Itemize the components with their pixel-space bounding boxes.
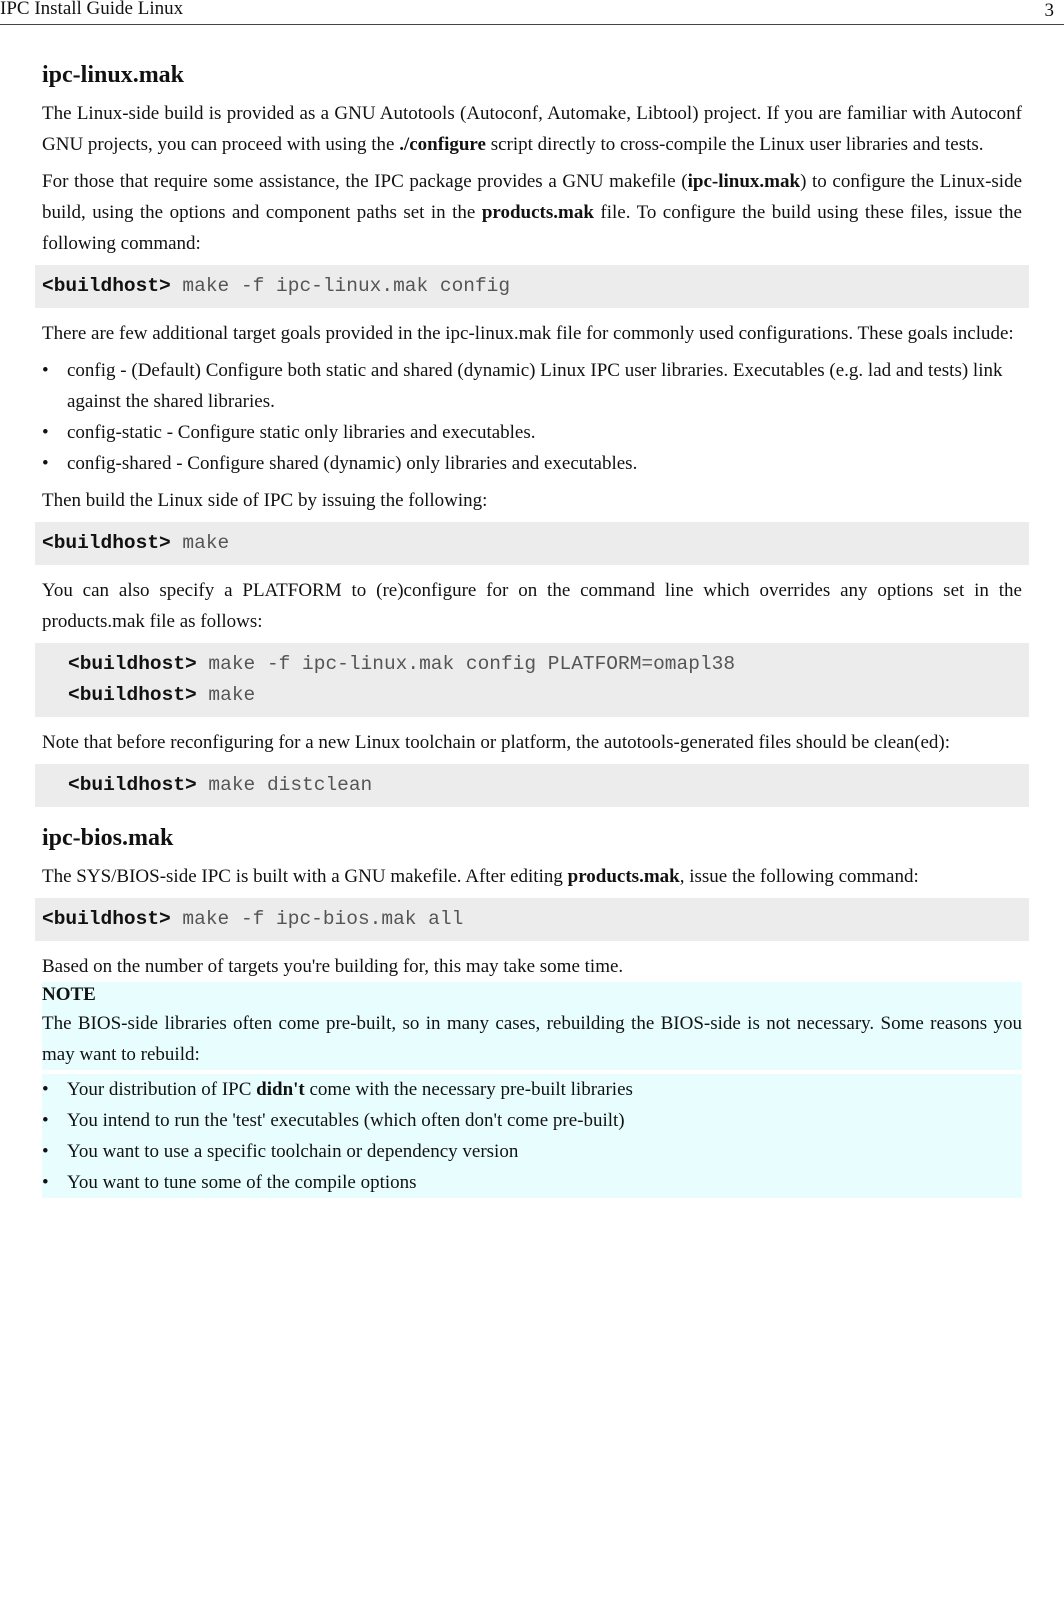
document-body xyxy=(42,58,1022,1204)
header-title: IPC Install Guide Linux xyxy=(0,0,184,19)
bold-ipc-linux-mak: ipc-linux.mak xyxy=(687,171,801,192)
code-command: make -f ipc-bios.mak all xyxy=(170,908,464,930)
list-item: • config-static - Configure static only libraries and executables. xyxy=(42,417,1022,448)
text-run: For those that require some assistance, the IPC package provides a GNU makefile ( xyxy=(42,171,688,192)
text-run: The Linux-side build is provided as a GNU Autotools (Autoconf, Automake, Libtool) project. If you are familiar with Autoconf GNU projects, you can proceed with using the xyxy=(42,103,1022,155)
note-text: The BIOS-side libraries often come pre-built, so in many cases, rebuilding the BIOS-side is not necessary. Some reasons you may want to rebuild: xyxy=(42,1013,1022,1065)
paragraph-goals-intro: There are few additional target goals provided in the ipc-linux.mak file for commonly used configurations. These goals include: xyxy=(42,323,1014,344)
code-command: make xyxy=(196,684,256,706)
rebuild-reasons-list xyxy=(42,1074,1022,1198)
bold-didnt: didn't xyxy=(256,1079,305,1100)
code-block-make xyxy=(35,522,1029,565)
note-title: NOTE xyxy=(42,984,96,1005)
text-run: file. To configure the build using these files, issue the following command: xyxy=(42,202,1022,254)
bold-configure: ./configure xyxy=(399,134,486,155)
code-line xyxy=(68,649,1022,680)
text-run: The SYS/BIOS-side IPC is built with a GNU makefile. After editing xyxy=(42,866,568,887)
paragraph-build-time: Based on the number of targets you're building for, this may take some time. xyxy=(42,956,624,977)
bold-products-mak: products.mak xyxy=(481,202,594,223)
paragraph-bios-build xyxy=(42,861,1022,892)
list-item: • config - (Default) Configure both static and shared (dynamic) Linux IPC user libraries. Executables (e.g. lad and tests) link against the shared libraries. xyxy=(42,355,1022,417)
bold-products-mak: products.mak xyxy=(567,866,680,887)
list-item: • You intend to run the 'test' executables (which often don't come pre-built) xyxy=(42,1105,1022,1136)
list-item: • config-shared - Configure shared (dynamic) only libraries and executables. xyxy=(42,448,1022,479)
paragraph-build-intro: Then build the Linux side of IPC by issuing the following: xyxy=(42,490,488,511)
list-item xyxy=(42,1074,1022,1105)
code-block-bios-all xyxy=(35,898,1029,941)
code-host: <buildhost> xyxy=(42,532,171,554)
text-run: script directly to cross-compile the Linux user libraries and tests. xyxy=(485,134,984,155)
paragraph-platform: You can also specify a PLATFORM to (re)configure for on the command line which overrides any options set in the products.mak file as follows: xyxy=(42,580,1022,632)
code-command: make -f ipc-linux.mak config xyxy=(170,275,511,297)
code-host: <buildhost> xyxy=(42,275,171,297)
code-host: <buildhost> xyxy=(68,774,197,796)
code-command: make -f ipc-linux.mak config PLATFORM=omapl38 xyxy=(196,653,736,675)
code-block-distclean xyxy=(35,764,1029,807)
text-run: come with the necessary pre-built libraries xyxy=(304,1079,633,1100)
code-host: <buildhost> xyxy=(68,653,197,675)
code-block-platform xyxy=(35,643,1029,717)
paragraph-autotools xyxy=(42,98,1022,160)
section-heading-ipc-bios: ipc-bios.mak xyxy=(42,825,174,851)
list-item: • You want to tune some of the compile options xyxy=(42,1167,1022,1198)
list-item: • You want to use a specific toolchain or dependency version xyxy=(42,1136,1022,1167)
page-header xyxy=(0,0,1064,25)
section-heading-ipc-linux: ipc-linux.mak xyxy=(42,62,185,88)
code-host: <buildhost> xyxy=(42,908,171,930)
page-number: 3 xyxy=(1044,0,1054,21)
text-run: Your distribution of IPC xyxy=(67,1079,257,1100)
text-run: , issue the following command: xyxy=(679,866,919,887)
code-command: make distclean xyxy=(196,774,373,796)
goals-list xyxy=(42,355,1022,479)
paragraph-reconfigure-note: Note that before reconfiguring for a new Linux toolchain or platform, the autotools-generated files should be clean(ed): xyxy=(42,732,950,753)
code-line xyxy=(68,680,1022,711)
code-block-config xyxy=(35,265,1029,308)
code-host: <buildhost> xyxy=(68,684,197,706)
text-run: ) to configure the Linux-side build, using the options and component paths set in the xyxy=(42,171,1023,223)
note-box xyxy=(42,982,1022,1070)
paragraph-makefile xyxy=(42,166,1022,259)
code-command: make xyxy=(170,532,230,554)
